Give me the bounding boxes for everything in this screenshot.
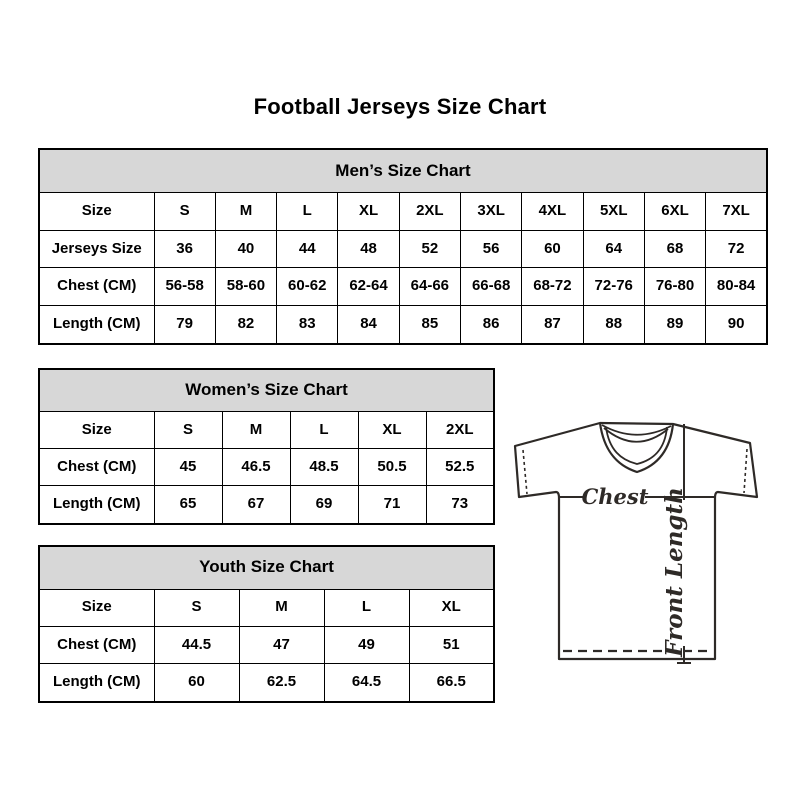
row-label-cell: Size xyxy=(39,192,154,230)
table-cell: 64-66 xyxy=(399,268,460,306)
row-label-cell: Length (CM) xyxy=(39,486,154,524)
table-cell: 52 xyxy=(399,230,460,268)
table-row xyxy=(39,412,494,449)
table-cell: 52.5 xyxy=(426,449,494,486)
table-cell: 72-76 xyxy=(583,268,644,306)
table-cell: 89 xyxy=(644,305,705,344)
table-cell: S xyxy=(154,412,222,449)
table-cell: 36 xyxy=(154,230,215,268)
table-cell: 49 xyxy=(324,626,409,663)
table-cell: 90 xyxy=(706,305,767,344)
table-cell: M xyxy=(222,412,290,449)
row-label-cell: Length (CM) xyxy=(39,305,154,344)
row-label-cell: Chest (CM) xyxy=(39,626,154,663)
table-cell: 84 xyxy=(338,305,399,344)
table-cell: 79 xyxy=(154,305,215,344)
womens-table-title: Women’s Size Chart xyxy=(39,369,494,412)
table-cell: 60 xyxy=(154,664,239,702)
table-cell: 7XL xyxy=(706,192,767,230)
table-cell: 45 xyxy=(154,449,222,486)
table-cell: L xyxy=(290,412,358,449)
jersey-measurement-diagram xyxy=(506,392,778,668)
table-cell: 56 xyxy=(460,230,521,268)
table-cell: XL xyxy=(358,412,426,449)
table-row xyxy=(39,369,494,412)
table-cell: M xyxy=(215,192,276,230)
table-cell: S xyxy=(154,192,215,230)
table-cell: L xyxy=(277,192,338,230)
table-cell: 2XL xyxy=(399,192,460,230)
table-cell: M xyxy=(239,589,324,626)
table-cell: 87 xyxy=(522,305,583,344)
table-cell: 40 xyxy=(215,230,276,268)
youth-table-title: Youth Size Chart xyxy=(39,546,494,589)
table-cell: 68-72 xyxy=(522,268,583,306)
table-cell: 2XL xyxy=(426,412,494,449)
table-row xyxy=(39,546,494,589)
table-cell: 68 xyxy=(644,230,705,268)
table-cell: 85 xyxy=(399,305,460,344)
table-cell: 44 xyxy=(277,230,338,268)
table-cell: 4XL xyxy=(522,192,583,230)
jersey-diagram-svg xyxy=(506,392,778,668)
table-cell: XL xyxy=(409,589,494,626)
row-label-cell: Length (CM) xyxy=(39,664,154,702)
table-cell: 72 xyxy=(706,230,767,268)
table-row xyxy=(39,149,767,192)
row-label-cell: Chest (CM) xyxy=(39,449,154,486)
youth-size-table xyxy=(38,545,495,703)
table-cell: 76-80 xyxy=(644,268,705,306)
table-cell: XL xyxy=(338,192,399,230)
table-cell: 69 xyxy=(290,486,358,524)
table-cell: 6XL xyxy=(644,192,705,230)
table-cell: L xyxy=(324,589,409,626)
row-label-cell: Chest (CM) xyxy=(39,268,154,306)
table-cell: 67 xyxy=(222,486,290,524)
table-row xyxy=(39,449,494,486)
table-row xyxy=(39,230,767,268)
table-cell: 50.5 xyxy=(358,449,426,486)
table-cell: 58-60 xyxy=(215,268,276,306)
table-cell: 44.5 xyxy=(154,626,239,663)
row-label-cell: Jerseys Size xyxy=(39,230,154,268)
table-cell: 66.5 xyxy=(409,664,494,702)
table-row xyxy=(39,305,767,344)
table-cell: 60-62 xyxy=(277,268,338,306)
table-cell: 86 xyxy=(460,305,521,344)
table-cell: 46.5 xyxy=(222,449,290,486)
table-row xyxy=(39,626,494,663)
table-cell: 5XL xyxy=(583,192,644,230)
table-cell: 3XL xyxy=(460,192,521,230)
table-cell: 83 xyxy=(277,305,338,344)
table-cell: 51 xyxy=(409,626,494,663)
row-label-cell: Size xyxy=(39,412,154,449)
table-cell: 82 xyxy=(215,305,276,344)
table-row xyxy=(39,589,494,626)
table-cell: 64 xyxy=(583,230,644,268)
table-row xyxy=(39,486,494,524)
table-cell: S xyxy=(154,589,239,626)
womens-size-table xyxy=(38,368,495,525)
table-cell: 62-64 xyxy=(338,268,399,306)
jersey-outline xyxy=(515,423,757,659)
table-cell: 88 xyxy=(583,305,644,344)
table-cell: 60 xyxy=(522,230,583,268)
table-cell: 71 xyxy=(358,486,426,524)
table-cell: 64.5 xyxy=(324,664,409,702)
page-title: Football Jerseys Size Chart xyxy=(253,94,547,119)
table-cell: 65 xyxy=(154,486,222,524)
table-cell: 48 xyxy=(338,230,399,268)
table-row xyxy=(39,192,767,230)
table-cell: 48.5 xyxy=(290,449,358,486)
table-cell: 56-58 xyxy=(154,268,215,306)
table-cell: 62.5 xyxy=(239,664,324,702)
chest-label: Chest xyxy=(581,484,649,509)
row-label-cell: Size xyxy=(39,589,154,626)
table-row xyxy=(39,664,494,702)
table-cell: 66-68 xyxy=(460,268,521,306)
table-row xyxy=(39,268,767,306)
front-length-label: Front Length xyxy=(661,487,688,657)
table-cell: 47 xyxy=(239,626,324,663)
table-cell: 80-84 xyxy=(706,268,767,306)
table-cell: 73 xyxy=(426,486,494,524)
mens-table-title: Men’s Size Chart xyxy=(39,149,767,192)
mens-size-table xyxy=(38,148,768,345)
